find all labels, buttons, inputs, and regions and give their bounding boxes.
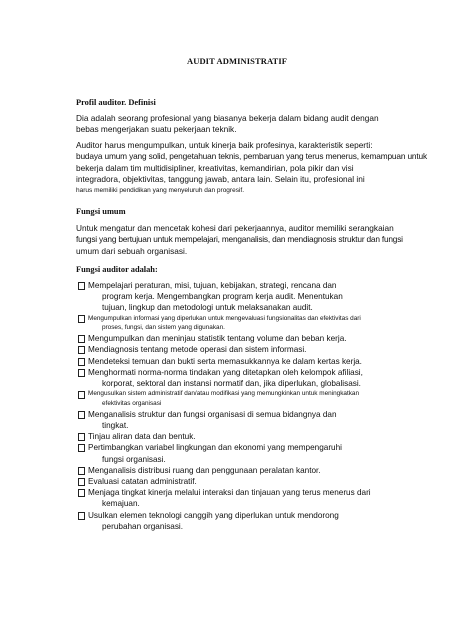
checkbox-bullet-icon [78, 391, 85, 399]
list-item [78, 280, 408, 314]
paragraph-karakteristik [76, 140, 428, 195]
list-item-text: Mendeteksi temuan dan bukti serta memasukkannya ke dalam kertas kerja. [88, 356, 362, 366]
heading-profil-auditor: Profil auditor. Definisi [76, 98, 156, 107]
text-line: bekerja dalam tim multidisipliner, kreativitas, kemandirian, pola pikir dan visi [76, 162, 354, 173]
text-line: fungsi yang bertujuan untuk mempelajari, menganalisis, dan mendiagnosis struktur dan fungsi [76, 234, 403, 245]
list-item-text: Mengumpulkan dan meninjau statistik tentang volume dan beban kerja. [88, 334, 347, 344]
list-item-text: Pertimbangkan variabel lingkungan dan ekonomi yang mempengaruhi [88, 443, 342, 453]
list-item-text: Mempelajari peraturan, misi, tujuan, kebijakan, strategi, rencana dan [88, 281, 337, 290]
list-item [78, 333, 408, 344]
list-item-text: Menghormati norma-norma tindakan yang ditetapkan oleh kelompok afiliasi, [88, 367, 363, 377]
checkbox-bullet-icon [78, 282, 85, 290]
list-item-continuation: korporat, sektoral dan instansi normatif dan, jika diperlukan, globalisasi. [102, 379, 361, 389]
checkbox-bullet-icon [78, 346, 85, 354]
text-line: Untuk mengatur dan mencetak kohesi dari pekerjaannya, auditor memiliki serangkaian [76, 223, 394, 233]
list-item-continuation: efektivitas organisasi [102, 400, 162, 408]
text-line: integradora, objektivitas, tanggung jawab, antara lain. Selain itu, profesional ini [76, 174, 365, 185]
list-item-text: Usulkan elemen teknologi canggih yang diperlukan untuk mendorong [88, 510, 339, 520]
checkbox-bullet-icon [78, 444, 85, 452]
list-item-text: Tinjau aliran data dan bentuk. [88, 432, 196, 442]
document-title: AUDIT ADMINISTRATIF [186, 56, 288, 66]
checkbox-bullet-icon [78, 411, 85, 419]
function-list [78, 280, 408, 532]
list-item-continuation: perubahan organisasi. [102, 521, 184, 531]
list-item-text: Mengusulkan sistem administratif dan/atau modifikasi yang memungkinkan untuk meningkatkan [88, 390, 360, 398]
text-line: budaya umum yang solid, pengetahuan teknis, pembaruan yang terus menerus, kemampuan untuk [76, 151, 428, 162]
checkbox-bullet-icon [78, 478, 85, 486]
list-item-continuation: tingkat. [102, 421, 129, 431]
list-item [78, 476, 408, 487]
list-item-text: Mengumpulkan informasi yang diperlukan untuk mengevaluasi fungsionalitas dan efektivitas dari [88, 314, 361, 322]
list-item-continuation: proses, fungsi, dan sistem yang digunakan. [102, 324, 225, 332]
list-item-continuation: program kerja. Mengembangkan program kerja audit. Menentukan [102, 292, 343, 302]
paragraph-fungsi-umum [76, 223, 401, 257]
text-line: Dia adalah seorang profesional yang biasanya bekerja dalam bidang audit dengan [76, 113, 379, 123]
checkbox-bullet-icon [78, 335, 85, 343]
list-item [78, 344, 408, 355]
list-item-continuation: kemajuan. [102, 499, 140, 509]
text-line: Auditor harus mengumpulkan, untuk kinerja baik profesinya, karakteristik seperti: [76, 140, 373, 150]
checkbox-bullet-icon [78, 358, 85, 366]
list-item [78, 356, 408, 367]
paragraph-definisi [76, 113, 401, 136]
checkbox-bullet-icon [78, 489, 85, 497]
list-item-text: Mendiagnosis tentang metode operasi dan sistem informasi. [88, 345, 307, 355]
checkbox-bullet-icon [78, 512, 85, 520]
heading-fungsi-auditor: Fungsi auditor adalah: [76, 265, 158, 274]
checkbox-bullet-icon [78, 433, 85, 441]
list-item [78, 510, 408, 532]
list-item [78, 465, 408, 476]
list-item-text: Menganalisis struktur dan fungsi organisasi di semua bidangnya dan [88, 409, 337, 419]
list-item-text: Menjaga tingkat kinerja melalui interaksi dan tinjauan yang terus menerus dari [88, 488, 371, 498]
list-item-text: Menganalisis distribusi ruang dan penggunaan peralatan kantor. [88, 465, 321, 475]
list-item [78, 431, 408, 442]
list-item-continuation: fungsi organisasi. [102, 454, 166, 464]
list-item [78, 487, 408, 509]
heading-fungsi-umum: Fungsi umum [76, 207, 126, 216]
text-line-small: harus memiliki pendidikan yang menyeluruh dan progresif. [76, 186, 245, 194]
checkbox-bullet-icon [78, 369, 85, 377]
text-line: bebas mengerjakan suatu pekerjaan teknik. [76, 124, 237, 135]
list-item [78, 314, 408, 334]
text-line: umum dari sebuah organisasi. [76, 245, 188, 256]
list-item-continuation: tujuan, lingkup dan metodologi untuk melaksanakan audit. [102, 303, 313, 313]
list-item [78, 389, 408, 409]
checkbox-bullet-icon [78, 467, 85, 475]
checkbox-bullet-icon [78, 315, 85, 323]
list-item [78, 409, 408, 431]
list-item [78, 367, 408, 389]
list-item-text: Evaluasi catatan administratif. [88, 477, 197, 487]
list-item [78, 442, 408, 464]
